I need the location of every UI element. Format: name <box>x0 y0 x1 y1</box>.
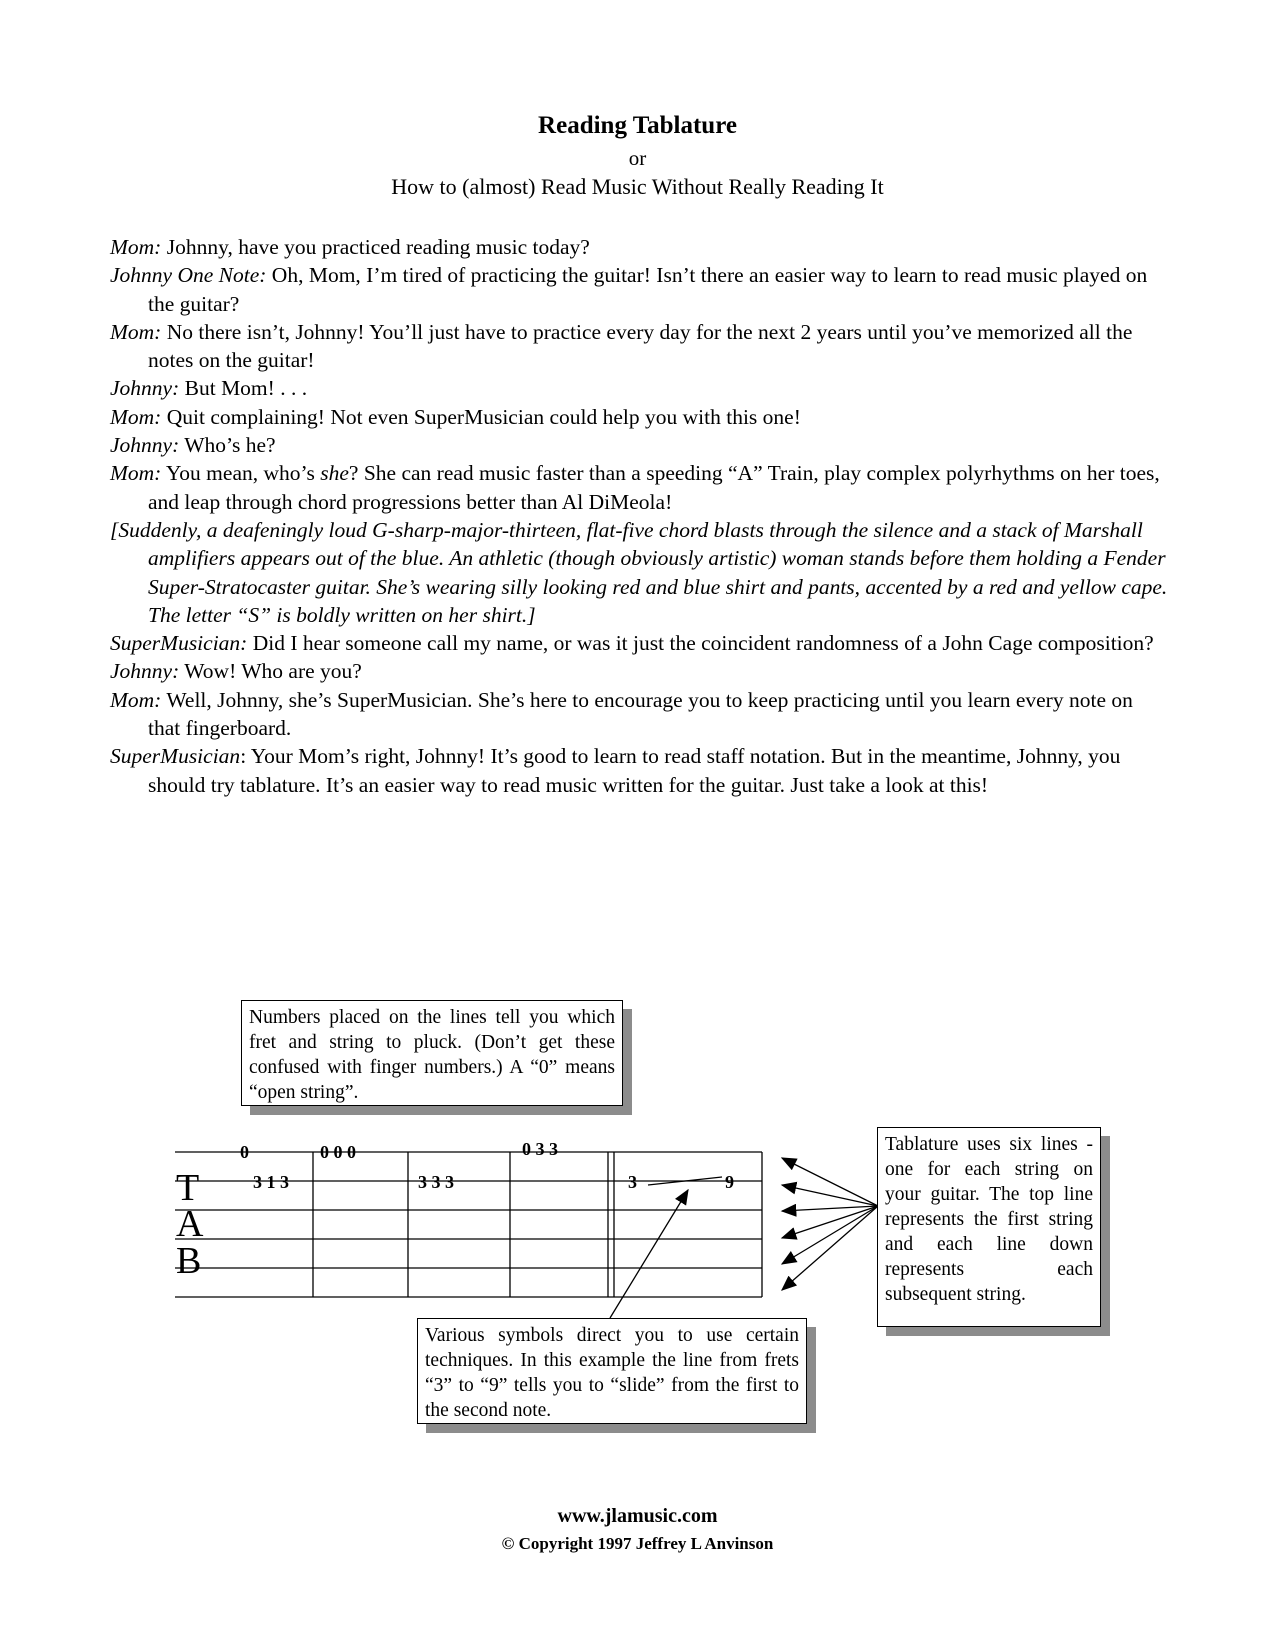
line-text: No there isn’t, Johnny! You’ll just have to practice every day for the next 2 years until you’ve memorized all the notes on the guitar! <box>148 319 1133 373</box>
line-text: Oh, Mom, I’m tired of practicing the guitar! Isn’t there an easier way to learn to read music played on the guitar? <box>148 263 1148 316</box>
footer-copyright: © Copyright 1997 Jeffrey L Anvinson <box>501 1534 774 1553</box>
arrow <box>782 1206 878 1264</box>
line-text: Who’s he? <box>179 433 276 458</box>
line-text: Wow! Who are you? <box>179 659 362 684</box>
arrow <box>782 1158 878 1206</box>
page-subtitle: How to (almost) Read Music Without Really Reading It <box>391 174 884 199</box>
tab-letter-a: A <box>176 1203 204 1245</box>
speaker: Johnny One Note: <box>110 263 267 288</box>
line-text: Johnny, have you practiced reading music today? <box>161 235 590 259</box>
fret-number: 3 <box>628 1172 637 1192</box>
fret-number: 0 <box>240 1142 249 1162</box>
speaker: Mom: <box>110 404 162 429</box>
speaker: Johnny: <box>110 376 180 401</box>
tab-letter-t: T <box>176 1167 200 1209</box>
speaker: Mom: <box>110 687 162 712</box>
line-text: Quit complaining! Not even SuperMusician could help you with this one! <box>161 404 801 429</box>
speaker: Mom: <box>110 235 162 259</box>
page-title: Reading Tablature <box>538 112 737 139</box>
speaker: Mom: <box>110 319 162 344</box>
arrow <box>782 1206 878 1290</box>
arrow <box>782 1185 878 1206</box>
speaker: SuperMusician <box>110 744 241 769</box>
line-text: ? She can read music faster than a speeding “A” Train, play complex polyrhythms on her toes, and leap through chord progressions better than Al DiMeola! <box>148 461 1160 514</box>
fret-number: 3 3 3 <box>418 1172 454 1192</box>
speaker: SuperMusician: <box>110 631 248 656</box>
speaker: Johnny: <box>110 433 180 458</box>
fret-number: 0 3 3 <box>522 1139 558 1159</box>
tab-letter-b: B <box>176 1240 202 1282</box>
footer-url: www.jlamusic.com <box>557 1505 718 1527</box>
line-text: But Mom! . . . <box>179 376 308 401</box>
callout-numbers: Numbers placed on the lines tell you which fret and string to pluck. (Don’t get these confused with finger numbers.) A “0” means “open string”. <box>241 1000 623 1106</box>
speaker: Mom: <box>110 461 162 486</box>
arrow <box>610 1190 688 1318</box>
fret-number: 3 1 3 <box>253 1172 289 1192</box>
callout-symbols: Various symbols direct you to use certain techniques. In this example the line from frets “3” to “9” tells you to “slide” from the first to the second note. <box>417 1318 807 1424</box>
title-or: or <box>628 146 647 170</box>
fret-number: 0 0 0 <box>320 1142 356 1162</box>
emphasis: she <box>320 461 349 486</box>
line-text: Did I hear someone call my name, or was it just the coincident randomness of a John Cage composition? <box>247 631 1154 656</box>
line-text: You mean, who’s <box>161 461 321 486</box>
line-text: : Your Mom’s right, Johnny! It’s good to learn to read staff notation. But in the meantime, Johnny, you should try tablature. It’s an easier way to read music written for the guitar. Just take a look at this! <box>148 744 1121 797</box>
fret-number: 9 <box>725 1172 734 1192</box>
speaker: Johnny: <box>110 659 180 684</box>
callout-six-lines: Tablature uses six lines - one for each string on your guitar. The top line represents the first string and each line down represents each subsequent string. <box>877 1127 1101 1327</box>
stage-direction: [Suddenly, a deafeningly loud G-sharp-major-thirteen, flat-five chord blasts through the silence and a stack of Marshall amplifiers appears out of the blue. An athletic (though obviously artistic) woman stands before them holding a Fender Super-Stratocaster guitar. She’s wearing silly looking red and blue shirt and pants, accented by a red and yellow cape. The letter “S” is boldly written on her shirt.] <box>110 517 1168 627</box>
line-text: Well, Johnny, she’s SuperMusician. She’s here to encourage you to keep practicing until you learn every note on that fingerboard. <box>148 687 1133 741</box>
